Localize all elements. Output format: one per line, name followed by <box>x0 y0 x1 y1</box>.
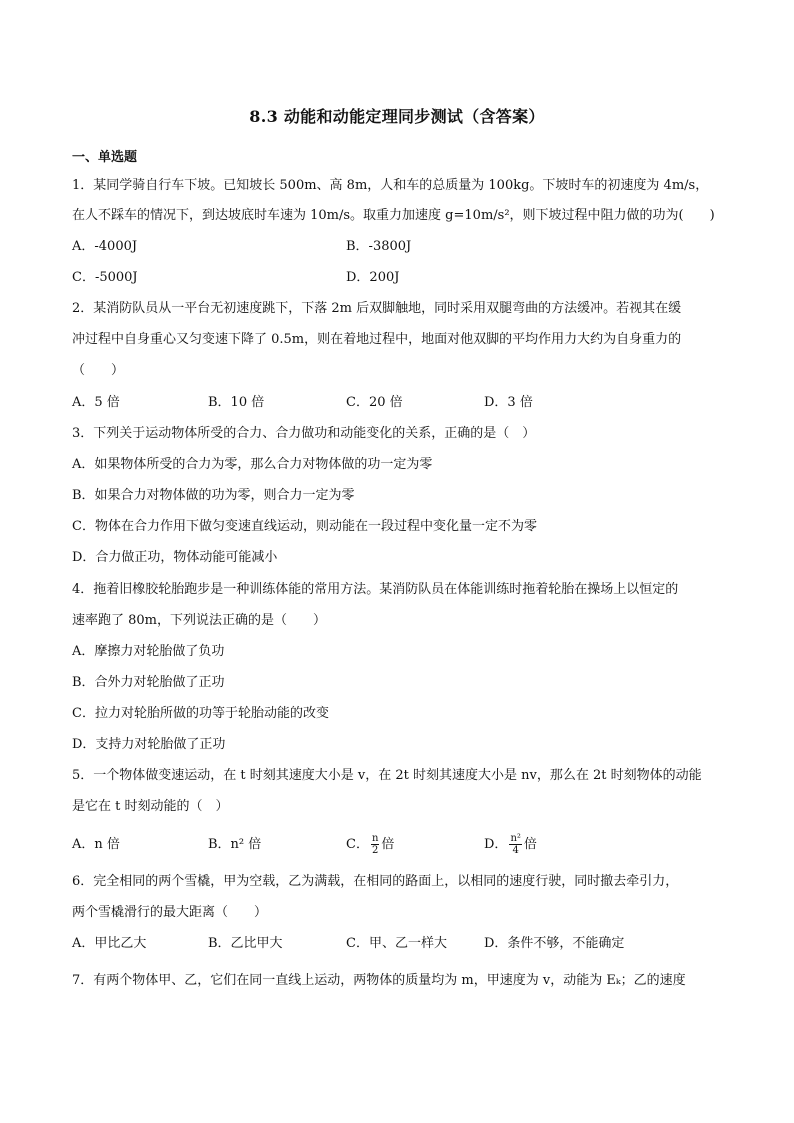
question-4-option-b: B．合外力对轮胎做了正功 <box>72 675 225 690</box>
question-2-option-d: D．3 倍 <box>484 395 533 410</box>
section-heading: 一、单选题 <box>72 150 138 165</box>
question-1-option-a: A．-4000J <box>72 239 138 254</box>
question-4-option-a: A．摩擦力对轮胎做了负功 <box>72 644 225 659</box>
question-6-option-c: C．甲、乙一样大 <box>346 936 447 951</box>
question-3-option-d: D．合力做正功，物体动能可能减小 <box>72 550 278 565</box>
question-3-option-a: A．如果物体所受的合力为零，那么合力对物体做的功一定为零 <box>72 457 433 472</box>
question-1-line-2: 在人不踩车的情况下，到达坡底时车速为 10m/s。取重力加速度 g=10m/s²，则下坡过程中阻力做的功为( ) <box>72 208 715 223</box>
question-2-option-b: B．10 倍 <box>208 395 265 410</box>
fraction-n2-over-4: $\frac{\text{n²}}{4}$ <box>510 833 521 856</box>
question-2-line-1: 2．某消防队员从一平台无初速度跳下，下落 2m 后双脚触地，同时采用双腿弯曲的方法缓冲。若视其在缓 <box>72 301 682 316</box>
question-6-option-a: A．甲比乙大 <box>72 936 147 951</box>
question-1-option-b: B．-3800J <box>346 239 412 254</box>
question-5-option-d: D． $\frac{\text{n²}}{4}$ 倍 <box>484 833 537 856</box>
question-5-line-1: 5．一个物体做变速运动，在 t 时刻其速度大小是 v，在 2t 时刻其速度大小是 nv，那么在 2t 时刻物体的动能 <box>72 768 702 783</box>
question-5-option-c: C． $\frac{n}{2}$ 倍 <box>346 833 395 856</box>
question-2-option-c: C．20 倍 <box>346 395 403 410</box>
question-5-option-a: A．n 倍 <box>72 837 120 852</box>
question-4-option-d: D．支持力对轮胎做了正功 <box>72 737 226 752</box>
question-3-option-b: B．如果合力对物体做的功为零，则合力一定为零 <box>72 488 355 503</box>
fraction-n-over-2: $\frac{n}{2}$ <box>371 833 379 856</box>
question-2-line-3: （ ） <box>72 363 125 378</box>
question-3-line-1: 3．下列关于运动物体所受的合力、合力做功和动能变化的关系，正确的是（ ） <box>72 426 536 441</box>
question-2-option-a: A．5 倍 <box>72 395 120 410</box>
question-1-option-d: D．200J <box>346 270 400 285</box>
question-6-line-1: 6．完全相同的两个雪橇，甲为空载，乙为满载，在相同的路面上，以相同的速度行驶，同时撤去牵引力， <box>72 874 679 889</box>
question-1-line-1: 1．某同学骑自行车下坡。已知坡长 500m、高 8m，人和车的总质量为 100kg。下坡时车的初速度为 4m/s， <box>72 178 709 193</box>
question-6-line-2: 两个雪橇滑行的最大距离（ ） <box>72 905 268 920</box>
question-4-option-c: C．拉力对轮胎所做的功等于轮胎动能的改变 <box>72 706 329 721</box>
question-2-line-2: 冲过程中自身重心又匀变速下降了 0.5m，则在着地过程中，地面对他双脚的平均作用力大约为自身重力的 <box>72 332 682 347</box>
option-c-label: C． <box>346 837 369 852</box>
question-7-line-1: 7．有两个物体甲、乙，它们在同一直线上运动，两物体的质量均为 m，甲速度为 v，动能为 Eₖ；乙的速度 <box>72 973 686 988</box>
question-6-option-d: D．条件不够，不能确定 <box>484 936 625 951</box>
question-4-line-2: 速率跑了 80m，下列说法正确的是（ ） <box>72 613 327 628</box>
question-3-option-c: C．物体在合力作用下做匀变速直线运动，则动能在一段过程中变化量一定不为零 <box>72 519 537 534</box>
question-4-line-1: 4．拖着旧橡胶轮胎跑步是一种训练体能的常用方法。某消防队员在体能训练时拖着轮胎在操场上以恒定的 <box>72 582 679 597</box>
option-d-label: D． <box>484 837 508 852</box>
question-5-line-2: 是它在 t 时刻动能的（ ） <box>72 799 229 814</box>
document-title: 8.3 动能和动能定理同步测试（含答案） <box>249 107 545 126</box>
question-6-option-b: B．乙比甲大 <box>208 936 283 951</box>
question-5-option-b: B．n² 倍 <box>208 837 262 852</box>
question-1-option-c: C．-5000J <box>72 270 138 285</box>
